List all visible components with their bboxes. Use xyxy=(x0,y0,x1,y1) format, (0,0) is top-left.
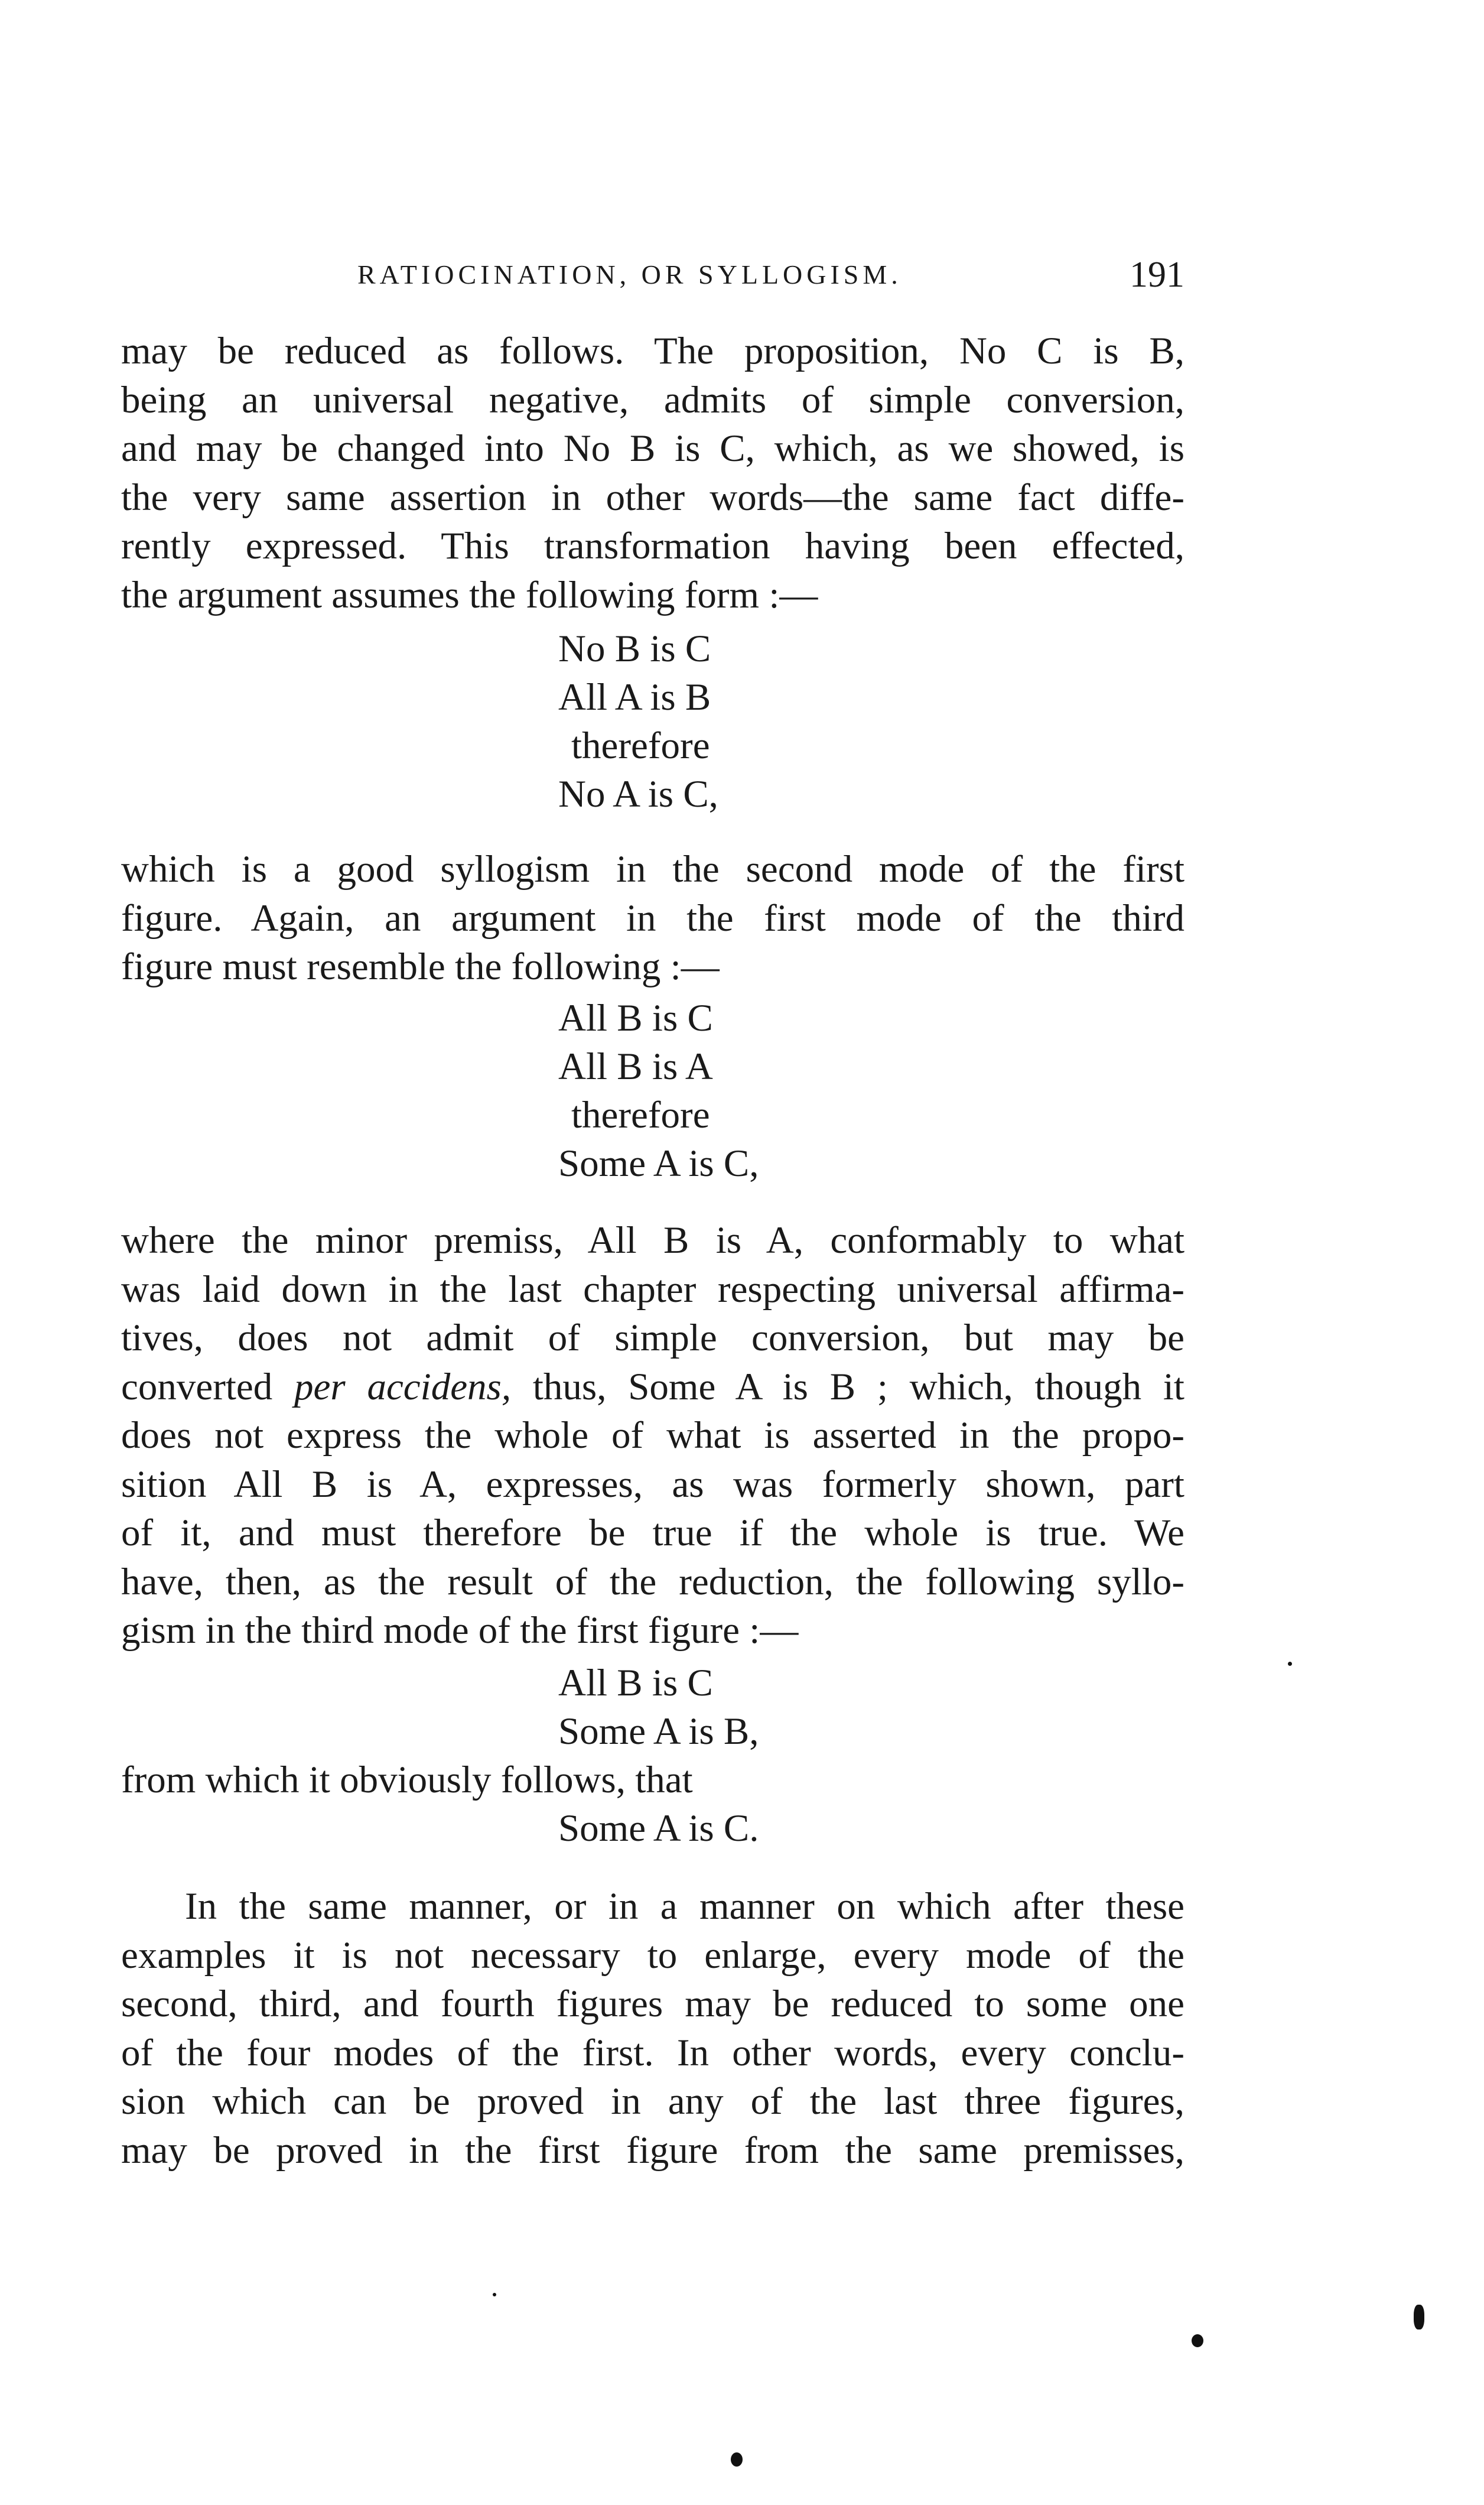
premise-line: All B is C xyxy=(558,1662,713,1704)
text-line: the very same assertion in other words—the same fact diffe- xyxy=(121,476,1184,519)
text-line: of it, and must therefore be true if the whole is true. We xyxy=(121,1512,1184,1554)
conclusion-line: Some A is C, xyxy=(558,1142,759,1185)
page-header xyxy=(121,254,1184,301)
text-line: was laid down in the last chapter respecting universal affirma- xyxy=(121,1268,1184,1311)
syllogism-2 xyxy=(558,994,759,1188)
text-line: does not express the whole of what is asserted in the propo- xyxy=(121,1414,1184,1457)
text-line: from which it obviously follows, that xyxy=(121,1759,693,1801)
paragraph-2 xyxy=(121,845,1184,992)
scan-speck xyxy=(1288,1662,1292,1666)
conclusion-line: Some A is C. xyxy=(558,1807,759,1850)
premise-line: Some A is B, xyxy=(558,1710,759,1753)
scan-speck xyxy=(1414,2305,1424,2329)
text-line: rently expressed. This transformation having been effected, xyxy=(121,525,1184,567)
text-line: may be reduced as follows. The proposition, No C is B, xyxy=(121,330,1184,372)
syllogism-3-connector xyxy=(121,1756,1184,1805)
scan-speck xyxy=(1192,2334,1203,2347)
text-line: have, then, as the result of the reduction, the following syllo- xyxy=(121,1560,1184,1603)
syllogism-1 xyxy=(558,625,718,818)
text-line: tives, does not admit of simple conversion, but may be xyxy=(121,1317,1184,1359)
text-line: figure. Again, an argument in the first mode of the third xyxy=(121,896,1184,940)
syllogism-3-conclusion xyxy=(558,1804,759,1853)
text-line: and may be changed into No B is C, which, as we showed, is xyxy=(121,427,1184,470)
therefore-line: therefore xyxy=(571,1094,710,1136)
text-line: where the minor premiss, All B is A, conformably to what xyxy=(121,1219,1184,1262)
text-fragment: thus, Some A is B ; which, though it xyxy=(511,1365,1184,1408)
text-line: examples it is not necessary to enlarge, every mode of the xyxy=(121,1934,1184,1977)
text-line xyxy=(121,1363,1184,1412)
text-line: gism in the third mode of the first figure :— xyxy=(121,1609,799,1652)
scan-speck xyxy=(731,2452,743,2467)
text-line: In the same manner, or in a manner on which after these xyxy=(185,1885,1184,1928)
text-line: figure must resemble the following :— xyxy=(121,946,720,988)
text-line: of the four modes of the first. In other words, every conclu- xyxy=(121,2031,1184,2074)
paragraph-3 xyxy=(121,1216,1184,1655)
text-line: the argument assumes the following form :— xyxy=(121,573,818,616)
text-line: which is a good syllogism in the second mode of the first xyxy=(121,848,1184,891)
therefore-line: therefore xyxy=(571,724,710,767)
premise-line: All A is B xyxy=(558,676,711,719)
text-line: may be proved in the first figure from the same premisses, xyxy=(121,2129,1184,2172)
text-line: sion which can be proved in any of the last three figures, xyxy=(121,2080,1184,2123)
text-line: second, third, and fourth figures may be reduced to some one xyxy=(121,1983,1184,2025)
paragraph-4 xyxy=(121,1882,1184,2175)
conclusion-line: No A is C, xyxy=(558,773,718,815)
text-line: sition All B is A, expresses, as was formerly shown, part xyxy=(121,1463,1184,1506)
premise-line: All B is A xyxy=(558,1045,713,1088)
paragraph-1 xyxy=(121,327,1184,619)
scan-speck xyxy=(493,2293,496,2296)
page-number: 191 xyxy=(1130,255,1184,295)
running-head: RATIOCINATION, OR SYLLOGISM. xyxy=(357,259,902,290)
italic-phrase: per accidens, xyxy=(294,1365,512,1408)
premise-line: All B is C xyxy=(558,997,713,1039)
text-fragment: converted xyxy=(121,1365,295,1408)
premise-line: No B is C xyxy=(558,628,711,670)
text-line: being an universal negative, admits of simple conversion, xyxy=(121,378,1184,421)
syllogism-3-premises xyxy=(558,1659,759,1756)
